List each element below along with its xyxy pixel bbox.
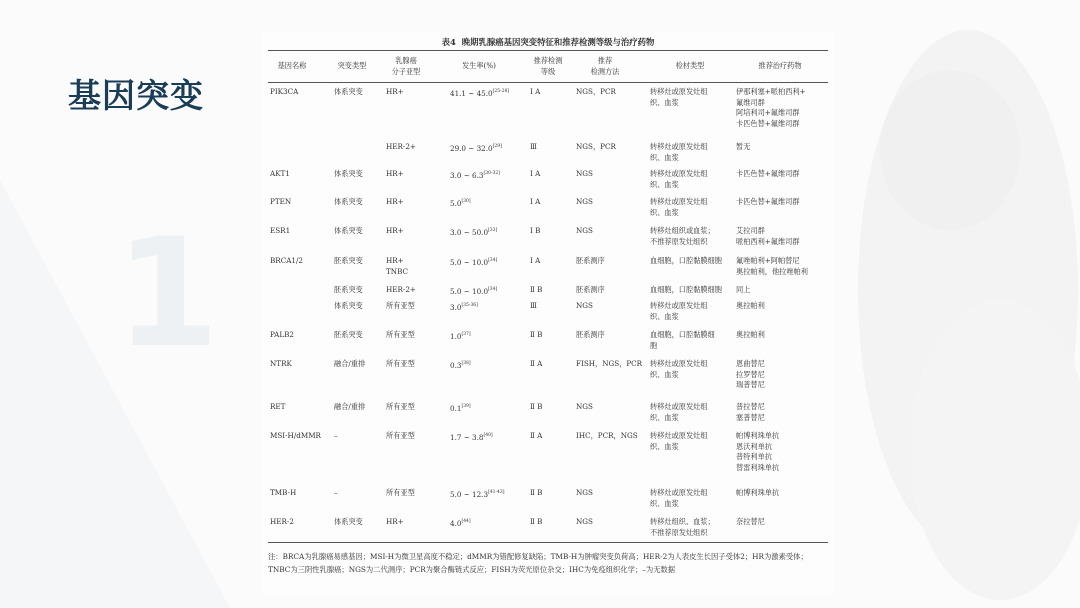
caption-text: 晚期乳腺癌基因突变特征和推荐检测等级与治疗药物 [461, 37, 655, 47]
method-cell: NGS [576, 197, 593, 206]
sample-cell: 转移灶或原发灶组 织、血浆 [650, 169, 708, 189]
mutation-type-cell: – [334, 431, 338, 440]
level-cell: Ⅱ B [530, 517, 543, 526]
level-cell: Ⅲ [530, 301, 537, 310]
mutation-type-cell: 胚系突变 [334, 256, 363, 265]
subtype-cell: HR+ [386, 197, 404, 206]
subtype-cell: HR+ TNBC [386, 256, 408, 276]
header-level: 推荐检测 等级 [533, 56, 563, 76]
mutation-type-cell: 胚系突变 [334, 285, 363, 294]
gene-name-cell: RET [270, 402, 286, 411]
level-cell: Ⅱ B [530, 285, 543, 294]
rate-cell: 1.7 ~ 3.8[40] [450, 433, 493, 442]
gene-name-cell: PIK3CA [270, 87, 299, 96]
subtype-cell: HER-2+ [386, 285, 416, 294]
mutation-type-cell: 胚系突变 [334, 330, 363, 339]
drugs-cell: 帕博利珠单抗 恩沃利单抗 普特利单抗 替雷利珠单抗 [736, 431, 780, 472]
sample-cell: 转移灶或原发灶组 织、血浆 [650, 87, 708, 107]
subtype-cell: HR+ [386, 517, 404, 526]
rate-cell: 5.0 ~ 12.3[41-43] [450, 490, 505, 499]
drugs-cell: 普拉替尼 塞普替尼 [736, 402, 765, 422]
level-cell: Ⅰ B [530, 226, 541, 235]
header-drugs: 推荐治疗药物 [758, 61, 802, 70]
level-cell: Ⅱ B [530, 402, 543, 411]
rate-cell: 4.0[44] [450, 519, 471, 528]
method-cell: NGS，PCR [576, 142, 616, 151]
subtype-cell: 所有亚型 [386, 431, 415, 440]
mutation-type-cell: 体系突变 [334, 226, 363, 235]
method-cell: 胚系测序 [576, 256, 605, 265]
mutation-type-cell: 融合/重排 [334, 359, 366, 368]
level-cell: Ⅰ A [530, 256, 541, 265]
gene-name-cell: NTRK [270, 359, 292, 368]
header-method: 推荐 检测方法 [590, 56, 620, 76]
sample-cell: 转移灶或原发灶组 织、血浆 [650, 431, 708, 451]
sample-cell: 转移灶或原发灶组 织、血浆 [650, 359, 708, 379]
mutation-type-cell: 体系突变 [334, 197, 363, 206]
method-cell: NGS [576, 226, 593, 235]
level-cell: Ⅰ A [530, 169, 541, 178]
gene-name-cell: HER-2 [270, 517, 294, 526]
method-cell: NGS [576, 488, 593, 497]
drugs-cell: 卡匹色替+氟维司群 [736, 197, 800, 206]
mutation-type-cell: 体系突变 [334, 517, 363, 526]
subtype-cell: HR+ [386, 226, 404, 235]
gene-name-cell: TMB-H [270, 488, 297, 497]
drugs-cell: 奥拉帕利 [736, 330, 765, 339]
gene-name-cell: AKT1 [270, 169, 290, 178]
sample-cell: 转移灶或原发灶组 织、血浆 [650, 402, 708, 422]
table-footnote: 注：BRCA为乳腺癌易感基因；MSI-H为微卫星高度不稳定；dMMR为错配修复缺陷；TMB-H为肿瘤突变负荷高；HER-2为人表皮生长因子受体2；HR为激素受体；TNBC为三阴性乳腺癌；NGS为二代测序；PCR为聚合酶链式反应；FISH为荧光原位杂交；IHC为免疫组织化学；–为无数据 [268, 552, 808, 574]
method-cell: 胚系测序 [576, 285, 605, 294]
header-mut-type: 突变类型 [337, 61, 367, 70]
gene-name-cell: PTEN [270, 197, 292, 206]
drugs-cell: 艾拉司群 哌柏西利+氟维司群 [736, 226, 800, 246]
method-cell: IHC，PCR，NGS [576, 431, 638, 440]
rate-cell: 3.0 ~ 50.0[33] [450, 228, 498, 237]
drugs-cell: 帕博利珠单抗 [736, 488, 780, 497]
header-rule [268, 82, 828, 83]
rate-cell: 5.0 ~ 10.0[34] [450, 287, 498, 296]
drugs-cell: 氟唑帕利+阿帕替尼 奥拉帕利，他拉唑帕利 [736, 256, 808, 276]
gene-name-cell: PALB2 [270, 330, 294, 339]
header-subtype: 乳腺癌 分子亚型 [391, 56, 421, 76]
table-caption [262, 36, 834, 48]
sample-cell: 转移灶组织、血浆； 不推荐原发灶组织 [650, 517, 715, 537]
drugs-cell: 奈拉替尼 [736, 517, 765, 526]
sample-cell: 血细胞，口腔黏膜细胞 [650, 285, 722, 294]
method-cell: NGS，PCR [576, 87, 616, 96]
sample-cell: 转移灶或原发灶组 织、血浆 [650, 197, 708, 217]
gene-name-cell: MSI-H/dMMR [270, 431, 321, 440]
subtype-cell: 所有亚型 [386, 488, 415, 497]
rate-cell: 0.3[38] [450, 361, 471, 370]
drugs-cell: 奥拉帕利 [736, 301, 765, 310]
drugs-cell: 同上 [736, 285, 751, 294]
caption-label: 表4 [441, 37, 456, 47]
rate-cell: 3.0[35-36] [450, 303, 478, 312]
sample-cell: 转移灶或原发灶组 织、血浆 [650, 142, 708, 162]
document-table [262, 32, 834, 596]
rate-cell: 0.1[39] [450, 404, 471, 413]
slide-title: 基因突变 [68, 76, 204, 115]
subtype-cell: 所有亚型 [386, 402, 415, 411]
top-rule [268, 50, 828, 51]
drugs-cell: 恩曲替尼 拉罗替尼 瑞普替尼 [736, 359, 765, 389]
gene-name-cell: ESR1 [270, 226, 291, 235]
mutation-type-cell: – [334, 488, 338, 497]
mutation-type-cell: 体系突变 [334, 87, 363, 96]
level-cell: Ⅱ A [530, 431, 543, 440]
rate-cell: 5.0[30] [450, 199, 471, 208]
level-cell: Ⅰ A [530, 197, 541, 206]
subtype-cell: HR+ [386, 169, 404, 178]
level-cell: Ⅲ [530, 142, 537, 151]
level-cell: Ⅰ A [530, 87, 541, 96]
level-cell: Ⅱ A [530, 359, 543, 368]
method-cell: NGS [576, 169, 593, 178]
drugs-cell: 卡匹色替+氟维司群 [736, 169, 800, 178]
sample-cell: 转移灶组织或血浆； 不推荐原发灶组织 [650, 226, 715, 246]
method-cell: NGS [576, 301, 593, 310]
rate-cell: 29.0 ~ 32.0[29] [450, 144, 502, 153]
method-cell: NGS [576, 402, 593, 411]
rate-cell: 5.0 ~ 10.0[34] [450, 258, 498, 267]
mutation-type-cell: 体系突变 [334, 169, 363, 178]
method-cell: 胚系测序 [576, 330, 605, 339]
subtype-cell: HR+ [386, 87, 404, 96]
level-cell: Ⅱ B [530, 488, 543, 497]
subtype-cell: 所有亚型 [386, 359, 415, 368]
drugs-cell: 伊那利塞+哌柏西利+ 氟维司群 阿培利司+氟维司群 卡匹色替+氟维司群 [736, 87, 806, 128]
svg-text:1: 1 [115, 207, 220, 381]
header-rate: 发生率(%) [461, 61, 496, 70]
header-gene: 基因名称 [277, 61, 307, 70]
subtype-cell: HER-2+ [386, 142, 416, 151]
sample-cell: 血细胞，口腔黏膜细胞 [650, 256, 722, 265]
method-cell: NGS [576, 517, 593, 526]
rate-cell: 3.0 ~ 6.3[30-32] [450, 171, 500, 180]
subtype-cell: 所有亚型 [386, 301, 415, 310]
level-cell: Ⅱ B [530, 330, 543, 339]
mutation-type-cell: 融合/重排 [334, 402, 366, 411]
rate-cell: 41.1 ~ 45.0[25-28] [450, 89, 510, 98]
sample-cell: 转移灶或原发灶组 织、血浆 [650, 488, 708, 508]
rate-cell: 1.0[37] [450, 332, 471, 341]
header-sample: 检材类型 [675, 61, 705, 70]
bottom-rule [268, 542, 828, 543]
sample-cell: 转移灶或原发灶组 织、血浆 [650, 301, 708, 321]
mutation-type-cell: 体系突变 [334, 301, 363, 310]
drugs-cell: 暂无 [736, 142, 751, 151]
method-cell: FISH，NGS，PCR [576, 359, 643, 368]
subtype-cell: 所有亚型 [386, 330, 415, 339]
gene-name-cell: BRCA1/2 [270, 256, 303, 265]
sample-cell: 血细胞，口腔黏膜细 胞 [650, 330, 715, 350]
